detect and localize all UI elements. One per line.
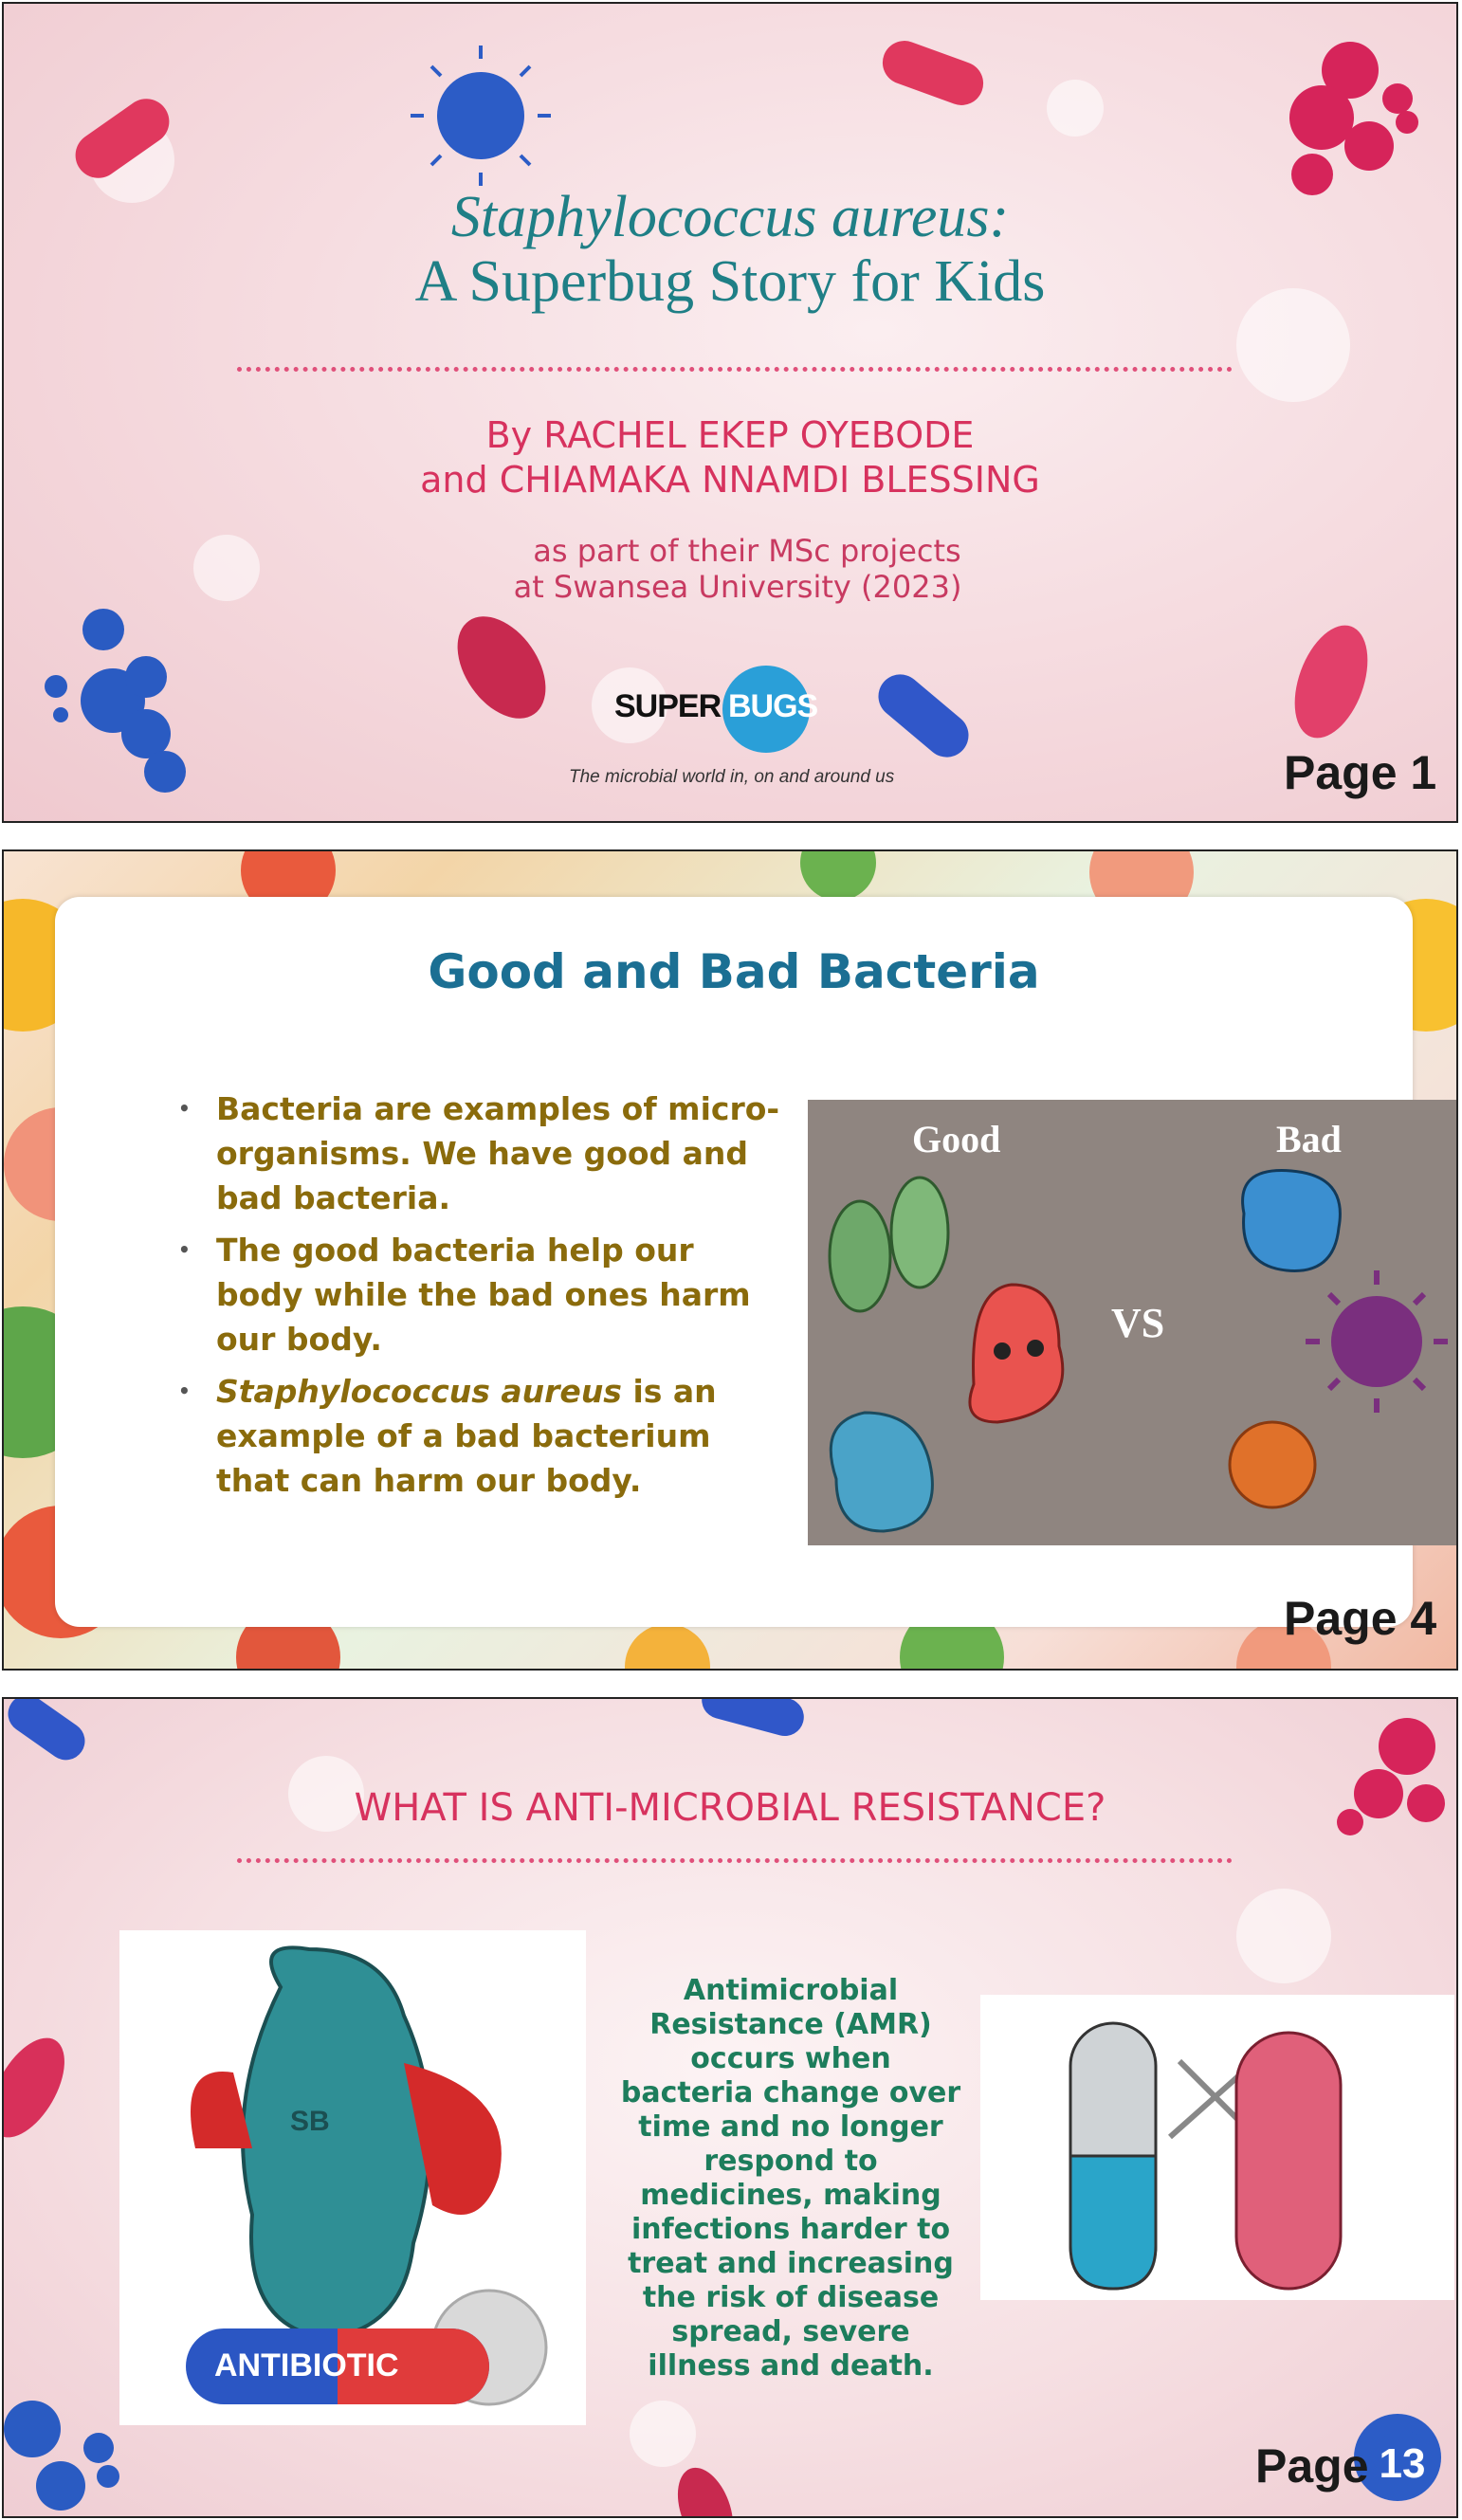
slide-good-and-bad-bacteria bbox=[2, 849, 1458, 1671]
project-line-1: as part of their MSc projects bbox=[533, 533, 961, 569]
red-happy-bacteria-icon bbox=[970, 1285, 1063, 1422]
bullet-list bbox=[121, 1087, 785, 1510]
dotted-divider bbox=[237, 367, 1233, 372]
red-bacterium-icon bbox=[667, 2460, 743, 2518]
orange-spiky-bacteria-icon bbox=[1230, 1422, 1315, 1507]
dotted-divider bbox=[237, 1858, 1233, 1863]
blue-cocci-cluster-icon bbox=[4, 2401, 119, 2511]
good-vs-bad-illustration bbox=[808, 1100, 1456, 1545]
slide-title-page bbox=[2, 2, 1458, 823]
slide-title: Good and Bad Bacteria bbox=[428, 944, 1040, 999]
slide-title: WHAT IS ANTI-MICROBIAL RESISTANCE? bbox=[354, 1786, 1106, 1830]
bullet-text: The good bacteria help our body while the bad ones harm our body. bbox=[216, 1232, 751, 1358]
page-number-badge: 13 bbox=[1369, 2431, 1435, 2497]
blue-capsule-icon bbox=[869, 666, 978, 766]
project-line-2: at Swansea University (2023) bbox=[513, 569, 962, 605]
blue-happy-bacteria-icon bbox=[831, 1413, 932, 1531]
bullet-item bbox=[121, 1087, 785, 1220]
blue-spiky-virus-icon bbox=[411, 46, 551, 186]
page-word-label: Page bbox=[1255, 2439, 1369, 2493]
green-good-bacteria-icon bbox=[830, 1178, 948, 1311]
red-capsule-icon bbox=[66, 90, 178, 187]
red-bacterium-icon bbox=[439, 600, 563, 735]
title-line-1: Staphylococcus aureus: bbox=[450, 185, 1010, 249]
blue-capsule-icon bbox=[698, 1699, 809, 1741]
superbug-antibiotic-illustration bbox=[119, 1930, 586, 2425]
blue-cocci-cluster-icon bbox=[45, 609, 186, 793]
slide-antimicrobial-resistance bbox=[2, 1697, 1458, 2518]
good-label: Good bbox=[912, 1118, 1001, 1160]
bacterium-character-icon bbox=[1236, 2033, 1341, 2289]
page-number-label: Page 1 bbox=[1284, 746, 1437, 799]
pill-vs-bacterium-illustration bbox=[980, 1995, 1454, 2300]
bullet-text: is an example of a bad bacterium that can harm our body. bbox=[216, 1373, 717, 1499]
amr-definition-text: Antimicrobial Resistance (AMR) occurs when bacteria change over time and no longer respond to medicines, making infections harder to treat and increasing the risk of disease spread, severe illness and death. bbox=[620, 1974, 961, 2383]
pink-bacterium-icon bbox=[1281, 615, 1381, 748]
capsule-character-icon bbox=[1070, 2023, 1156, 2289]
red-cocci-cluster-icon bbox=[1289, 42, 1418, 195]
authors-line-2: and CHIAMAKA NNAMDI BLESSING bbox=[420, 459, 1040, 501]
content-card bbox=[55, 897, 1413, 1627]
blue-bad-bacteria-icon bbox=[1243, 1171, 1341, 1271]
bacteria-characters bbox=[808, 1100, 1456, 1545]
purple-virus-icon bbox=[1306, 1270, 1448, 1413]
superbugs-logo bbox=[611, 667, 819, 753]
bullet-text: Bacteria are examples of micro-organisms. We have good and bad bacteria. bbox=[216, 1090, 780, 1216]
pill-vs-bacterium-drawing bbox=[980, 1995, 1454, 2300]
bullet-item bbox=[121, 1369, 785, 1503]
bullet-item bbox=[121, 1228, 785, 1361]
authors-line-1: By RACHEL EKEP OYEBODE bbox=[485, 414, 975, 456]
page-number-label: Page 4 bbox=[1284, 1592, 1437, 1645]
logo-super-text: SUPER bbox=[614, 688, 722, 724]
bad-label: Bad bbox=[1276, 1118, 1342, 1160]
vs-label: VS bbox=[1111, 1300, 1165, 1346]
logo-bugs-text: BUGS bbox=[728, 688, 818, 724]
red-bacterium-icon bbox=[4, 2026, 80, 2149]
cape-badge: SB bbox=[290, 2106, 330, 2137]
red-capsule-icon bbox=[876, 35, 989, 112]
logo-tagline: The microbial world in, on and around us bbox=[569, 767, 895, 787]
title-line-2: A Superbug Story for Kids bbox=[414, 249, 1046, 314]
blue-capsule-icon bbox=[4, 1699, 92, 1767]
bullet-italic-term: Staphylococcus aureus bbox=[216, 1373, 622, 1410]
antibiotic-label: ANTIBIOTIC bbox=[214, 2347, 399, 2383]
